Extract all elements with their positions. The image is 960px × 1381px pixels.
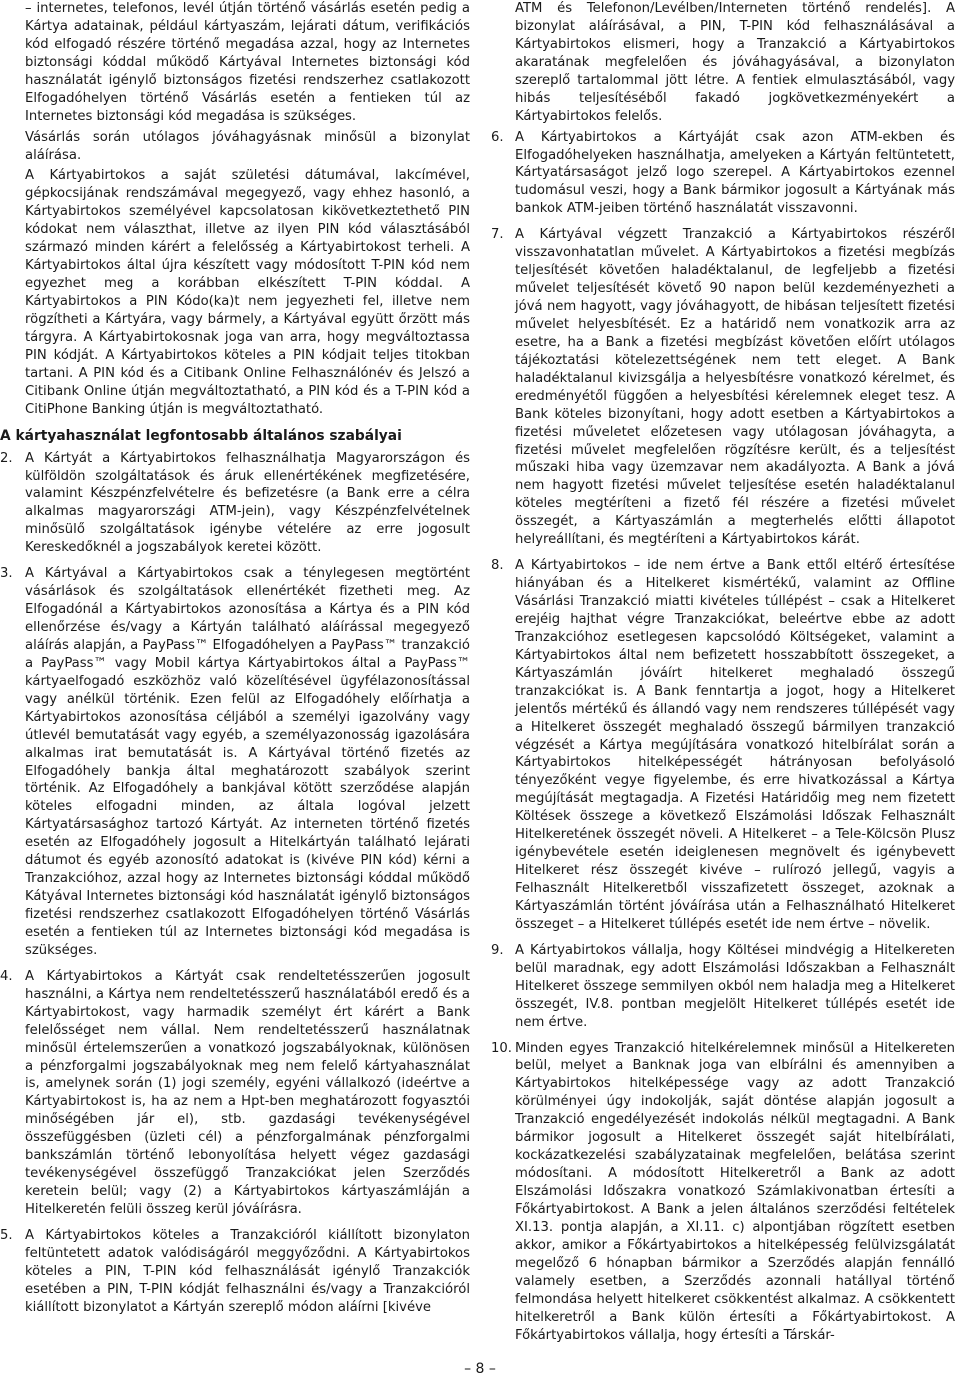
continuation-paragraph: ATM és Telefonon/Levélben/Interneten történő rendelés]. A bizonylat aláírásával, a PIN, T-PIN kód felhasználásával a Kártyabirtokos elismeri, hogy a Tranzakció a Kártyabirtokos akaratának megfelelően és jóváhagyásával, a bizonylaton szereplő tartalommal jött létre. A fentiek elmulasztásából, vagy hibás teljesítéséből fakadó jogkövetkezményekért a Kártyabirtokos felelős. — [515, 1, 955, 124]
page-number: – 8 – — [464, 1361, 496, 1377]
list-item — [0, 565, 470, 960]
item-number: 5. — [0, 1227, 13, 1243]
item-number: 6. — [491, 129, 504, 145]
item-number: 7. — [491, 227, 504, 243]
intro-continuation: – internetes, telefonos, levél útján történő vásárlás esetén pedig a Kártya adatainak, például kártyaszám, lejárati dátum, verifikációs kód elfogadó részére történő megadása azzal, hogy az Internetes biztonsági kóddal működő Kártyával Internetes biztonsági kód használatát igénylő biztonságos fizetési rendszerhez csatlakozott Elfogadóhelyen történő Vásárlás esetén a fentieken túl az Internetes biztonsági kód megadása is szükséges. — [25, 1, 470, 124]
item-text: A Kártyával végzett Tranzakció a Kártyabirtokos részéről visszavonhatatlan művelet. A Kártyabirtokos a fizetési megbízás teljesítését követően haladéktalanul, de legfeljebb a fizetési művelet teljesítését követő 90 napon belül kezdeményezheti a jóvá nem hagyott, vagy jóváhagyott, de hibásan teljesített fizetési művelet helyesbítését. Ez a határidő nem vonatkozik arra az esetre, ha a Bank a fizetési megbízást követően előírt utólagos tájékoztatási kötelezettségének nem tett eleget. A Bank haladéktalanul kivizsgálja a helyesbítésre vonatkozó kérelmet, és eredményétől függően a helyesbítési kérelemnek eleget tesz. A Bank köteles bizonyítani, hogy adott esetben a Kártyabirtokos a fizetési műveletet előzetesen vagy utólagosan jóváhagyta, a fizetési művelet megfelelően rögzítésre került, és a teljesítést műszaki hiba vagy üzemzavar nem akadályozta. A Bank a jóvá nem hagyott fizetési művelet teljesítése esetén haladéktalanul köteles megtéríteni a fizető fél részére a fizetési művelet összegét, a Kártyaszámlán a megterhelés előtti állapotot helyreállítani, és megtéríteni a Kártyabirtokos kárát. — [515, 227, 955, 548]
item-text: A Kártyabirtokos a Kártyáját csak azon ATM-ekben és Elfogadóhelyeken használhatja, amelyeken a Kártyán feltüntetett, Kártyatársaságot jelző logo szerepel. A Kártyabirtokos ezennel tudomásul veszi, hogy a Bank bármikor jogosult a Kártyának más bankok ATM-jeiben történő használatát visszavonni. — [515, 129, 955, 217]
pin-paragraph: A Kártyabirtokos a saját születési dátumával, lakcímével, gépkocsijának rendszámával megegyező, vagy ehhez hasonló, a Kártyabirtokos személyével kapcsolatosan kikövetkeztethető PIN kódokat nem választhat, illetve az ilyen PIN kód választásából származó minden kárért a felelősség a Kártyabirtokost terheli. A Kártyabirtokos által újra készített vagy módosított T-PIN kód nem egyezhet meg a korábban elkészített T-PIN kóddal. A Kártyabirtokos a PIN Kódo(ka)t nem jegyezheti fel, illetve nem rögzítheti a Kártyára, vagy bármely, a Kártyával együtt őrzött más tárgyra. A Kártyabirtokosnak joga van arra, hogy megváltoztassa PIN kódját. A Kártyabirtokos köteles a PIN kódjait teljes titokban tartani. A PIN kód és a Citibank Online Felhasználónév és Jelszó a Citibank Online útján megváltoztatható, a PIN kód és a T-PIN kód a CitiPhone Banking útján is megváltoztatható. — [25, 168, 470, 417]
item-number: 4. — [0, 968, 13, 984]
intro-sentence: Vásárlás során utólagos jóváhagyásnak minősül a bizonylat aláírása. — [25, 129, 470, 163]
item-number: 10. — [491, 1040, 512, 1056]
item-number: 3. — [0, 566, 13, 582]
list-item — [491, 942, 955, 1032]
list-item — [491, 129, 955, 219]
list-item — [0, 968, 470, 1219]
list-item — [491, 226, 955, 549]
item-number: 8. — [491, 558, 504, 574]
list-item — [0, 450, 470, 558]
left-column — [0, 0, 470, 1325]
section-heading: A kártyahasználat legfontosabb általános szabályai — [0, 427, 402, 444]
list-item — [491, 557, 955, 934]
item-text: A Kártyával a Kártyabirtokos csak a ténylegesen megtörtént vásárlások és szolgáltatások ellenértékét fizetheti meg. Az Elfogadónál a Kártyabirtokos azonosítása a Kártya és a PIN kód ellenőrzése és/vagy a Kártyán található aláírással megegyező aláírás alapján, a PayPass™ Elfogadóhelyen a PayPass™ tranzakció a PayPass™ vagy Mobil kártya Kártyabirtokos által a PayPass™ kártyaelfogadó eszközhöz való közelítésével ügyfélazonosítással vagy anélkül történik. Ezen felül az Elfogadóhely előírhatja a Kártyabirtokos azonosítása céljából a személyi igazolvány vagy útlevél bemutatását vagy egyéb, a személyazonosság igazolására alkalmas irat bemutatását is. A Kártyával történő fizetés az Elfogadóhely bankja által meghatározott szabályok szerint történik. Az Elfogadóhely a bankjával kötött szerződése alapján köteles elfogadni minden, az általa logóval jelzett Kártyatársasághoz tartozó Kártyát. Az interneten történő fizetés esetén az Elfogadóhely jogosult a Hitelkártyán található lejárati dátumot és egyéb azonosító adatokat is (kivéve PIN kód) kérni a Tranzakcióhoz, azzal hogy az Internetes biztonsági kóddal működő Kátyával Internetes biztonsági kód használatát igénylő biztonságos fizetési rendszerhez csatlakozott Elfogadóhelyen történő Vásárlás esetén a fentieken túl az Internetes biztonsági kód megadása is szükséges. — [25, 566, 470, 958]
list-item — [491, 1040, 955, 1345]
list-item — [0, 1227, 470, 1317]
item-text: A Kártyát a Kártyabirtokos felhasználhatja Magyarországon és külföldön szolgáltatások és áruk ellenértékének megfizetésére, valamint Készpénzfelvételre és befizetésre (a Bank erre a célra alkalmas magyarországi ATM-jein), vagy Készpénzfelvételnek minősülő szolgáltatások igénybe vételére az erre jogosult Kereskedőknél a jogszabályok keretei között. — [25, 450, 470, 556]
item-number: 9. — [491, 942, 504, 958]
item-number: 2. — [0, 450, 13, 466]
item-text: A Kártyabirtokos a Kártyát csak rendeltetésszerűen jogosult használni, a Kártya nem rendeltetésszerű használatából eredő és a Kártyabirtokost, vagy harmadik személyt ért kárért a Bank felelősséget nem vállal. Nem rendeltetésszerű használatnak minősül értelemszerűen a vonatkozó jogszabályoknak, különösen a pénzforgalmi jogszabályoknak meg nem felelő kártyahasználat is, amelynek során (1) jogi személy, egyéni vállalkozó (ideértve a Kártyabirtokost is, ha az nem a Hpt-ben meghatározott fogyasztói minőségében jár el), stb. gazdasági tevékenységével összefüggésben (üzleti cél) a pénzforgalmának pénzforgalmi bankszámlán történő lebonyolítása helyett végez gazdasági tevékenységével összefüggő Tranzakciókat jelen Szerződés keretein belül; vagy (2) a Kártyabirtokos kártyaszámláján a Hitelkeretén felüli összeg kerül jóváírásra. — [25, 968, 470, 1217]
right-column — [491, 0, 955, 1352]
item-text: A Kártyabirtokos – ide nem értve a Bank ettől eltérő értesítése hiányában és a Hitelkeret kismértékű, valamint az Offline Vásárlási Tranzakció miatti kivételes túllépést – csak a Hitelkeret erejéig hajthat végre Tranzakciókat, beleértve ebbe az adott Tranzakcióhoz esetlegesen kapcsolódó Költségeket, valamint a Kártyabirtokos által nem befizetett hosszabbított összegeket, a Kártyaszámlán jóváírt hitelkeret meghaladó összegű tranzakciókat is. A Bank fenntartja a jogot, hogy a Hitelkeret jelentős mértékű és állandó vagy nem rendszeres túllépését vagy a Hitelkeret összegét meghaladó összegű bármilyen tranzakció végzését a Kártya megújítására vonatkozó hitelbírálat során a Kártyabirtokos hitelképességét hátrányosan befolyásoló tényezőként vegye figyelembe, és erre hivatkozással a Kártya megújítását megtagadja. A Fizetési Határidőig meg nem fizetett Költések összege a következő Elszámolási Időszak Felhasznált Hitelkeretének összegét növeli. A Hitelkeret – a Tele-Kölcsön Plusz igénybevétele esetén ideiglenesen megnövelt és igénybevett Hitelkeret rész összegét kivéve – rulírozó jellegű, vagyis a Felhasznált Hitelkeretből visszafizetett összeget, azoknak a Kártyaszámlán történt jóváírása után a Felhasználható Hitelkeret összeget – a Hitelkeret túllépés esetét ide nem értve – növelik. — [515, 558, 955, 932]
item-text: Minden egyes Tranzakció hitelkérelemnek minősül a Hitelkereten belül, melyet a Banknak joga van elbírálni és amennyiben a Kártyabirtokos hitelképessége vagy az adott Tranzakció körülményei úgy indokolják, saját döntése alapján jogosult a Tranzakció engedélyezését indokolás nélkül megtagadni. A Bank bármikor jogosult a Hitelkeret összegét saját hitelbírálati, kockázatkezelési szabályzatainak megfelelően, belátása szerint módosítani. A módosított Hitelkeretről a Bank az adott Elszámolási Időszakra vonatkozó Számlakivonatban értesíti a Főkártyabirtokost. A Bank a jelen általános szerződési feltételek XI.13. pontja alapján, a XI.11. c) alpontjában rögzített esetben akkor, amikor a Főkártyabirtokos a hitelképesség felülvizsgálatát megelőző 6 hónapban bármikor a Szerződés alapján fennálló valamely esetben, a Szerződés azonnali hatállyal történő felmondása helyett hitelkeret csökkentést alkalmaz. A csökkentett hitelkeretről a Bank külön értesíti a Főkártyabirtokost. A Főkártyabirtokos vállalja, hogy értesíti a Társkár- — [515, 1040, 955, 1343]
item-text: A Kártyabirtokos vállalja, hogy Költései mindvégig a Hitelkereten belül maradnak, egy adott Elszámolási Időszakban a Felhasznált Hitelkeret összege semmilyen okból nem haladja meg a Hitelkeret összegét, IV.8. pontban megjelölt Hitelkeret túllépés esetét ide nem értve. — [515, 942, 955, 1030]
item-text: A Kártyabirtokos köteles a Tranzakcióról kiállított bizonylaton feltüntetett adatok valódiságáról meggyőződni. A Kártyabirtokos köteles a PIN, T-PIN kód felhasználását igénylő Tranzakciók esetében a PIN, T-PIN kódját felhasználni és/vagy a Tranzakcióról kiállított bizonylatot a Kártyán szereplő módon aláírni [kivéve — [25, 1227, 470, 1315]
